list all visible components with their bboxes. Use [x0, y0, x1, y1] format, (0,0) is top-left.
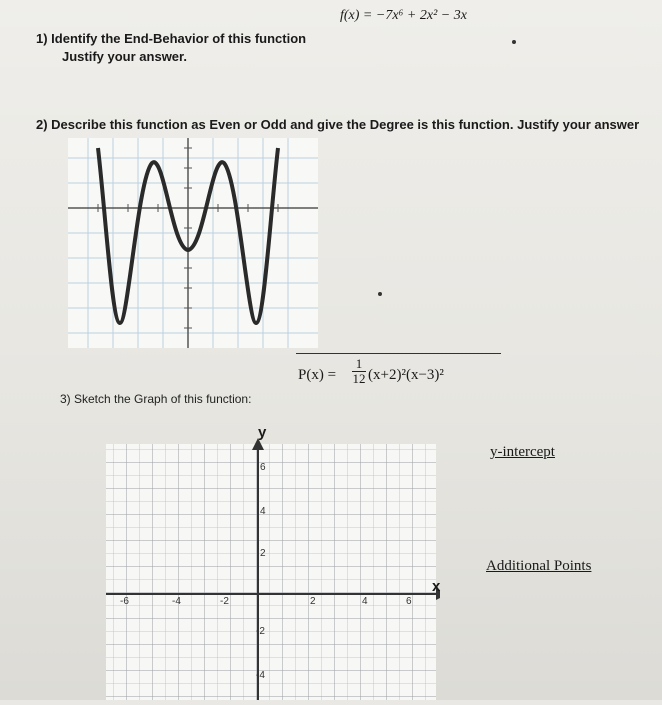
y-intercept-label: y-intercept: [490, 444, 555, 460]
sketch-grid[interactable]: [100, 436, 440, 700]
formula-rule: [296, 353, 501, 354]
formula-lhs: P(x) =: [298, 367, 337, 383]
additional-points-label: Additional Points: [486, 558, 592, 574]
y-tick-label: 6: [260, 462, 266, 473]
x-tick-label: -2: [220, 596, 229, 607]
x-tick-label: 4: [362, 596, 368, 607]
x-tick-label: 2: [310, 596, 316, 607]
question-3-text: 3) Sketch the Graph of this function:: [60, 392, 252, 406]
y-tick-label: 2: [260, 548, 266, 559]
question-2-graph: [68, 138, 318, 348]
grid-y-label: y: [258, 424, 267, 441]
y-tick-label: -2: [256, 626, 265, 637]
question-1: [36, 30, 306, 66]
question-1-subtext: Justify your answer.: [62, 49, 187, 64]
stray-mark: [378, 292, 382, 296]
x-tick-label: -4: [172, 596, 181, 607]
y-tick-label: -4: [256, 670, 265, 681]
x-tick-label: -6: [120, 596, 129, 607]
x-tick-label: 6: [406, 596, 412, 607]
function-formula: f(x) = −7x⁶ + 2x² − 3x: [340, 8, 467, 23]
y-tick-label: 4: [260, 506, 266, 517]
sketch-grid-svg: [100, 436, 440, 700]
fraction-numerator: 1: [352, 357, 366, 372]
grid-x-label: x: [432, 578, 441, 595]
formula-rhs: (x+2)²(x−3)²: [368, 367, 444, 383]
graph-svg: [68, 138, 318, 348]
formula-fraction: [352, 357, 366, 386]
stray-mark: [512, 40, 516, 44]
question-2-text: 2) Describe this function as Even or Odd and give the Degree is this function. Justify your answer: [36, 117, 640, 132]
polynomial-formula: [296, 353, 516, 403]
question-1-text: 1) Identify the End-Behavior of this function: [36, 31, 307, 46]
fraction-denominator: 12: [352, 371, 366, 386]
